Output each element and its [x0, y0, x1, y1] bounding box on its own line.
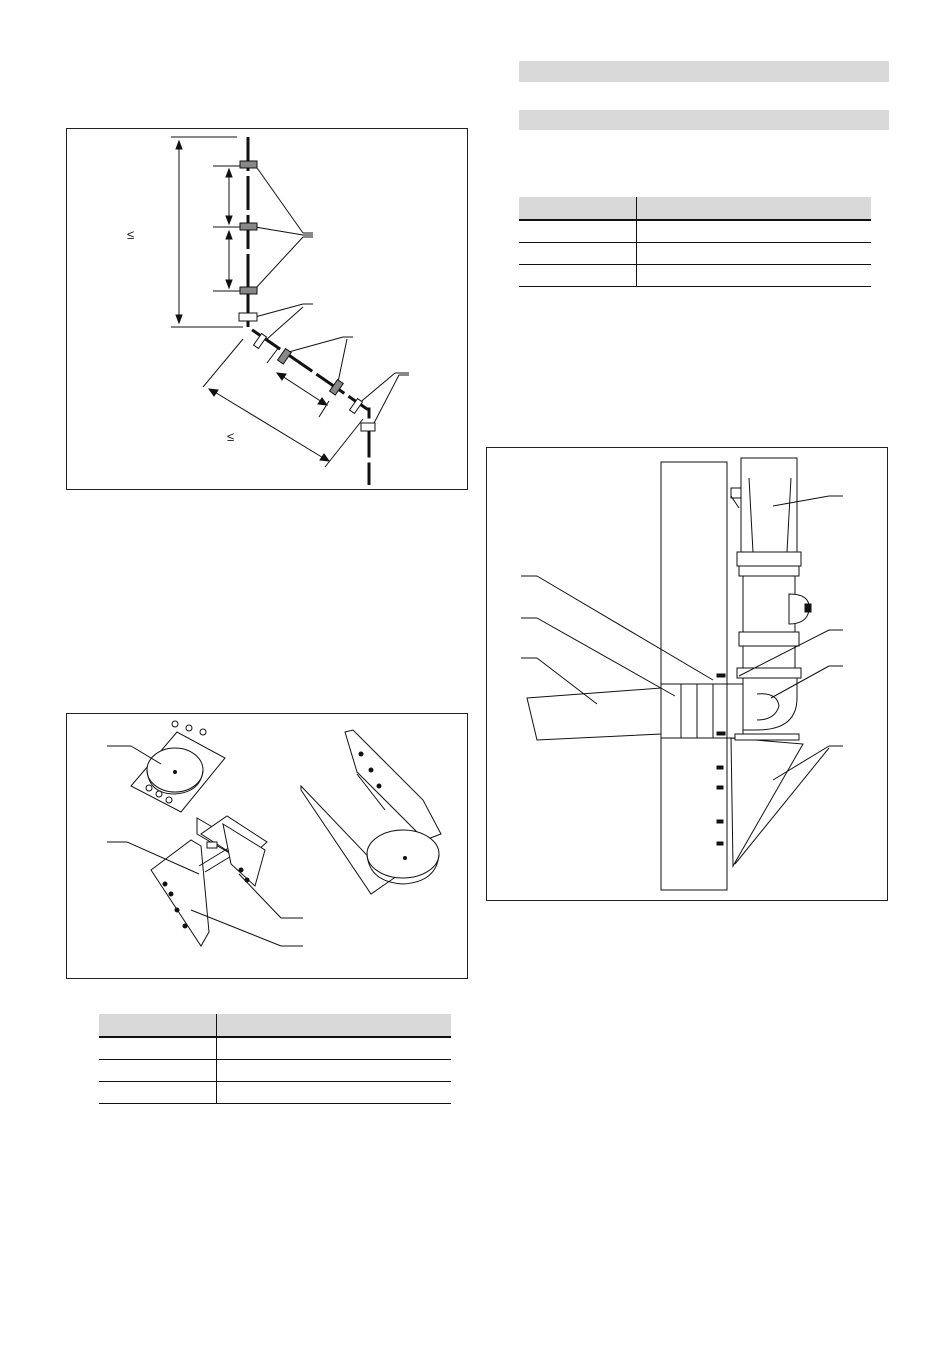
- max-height-symbol: ≤: [127, 227, 135, 242]
- section-heading-bar-1: [519, 61, 889, 82]
- table-row: [99, 1060, 451, 1082]
- table-row: [519, 243, 871, 265]
- table-cell: [519, 220, 637, 243]
- wall-penetration-diagram: [487, 448, 889, 902]
- bracket-diagram: [67, 714, 469, 980]
- table-header-row: [99, 1014, 451, 1037]
- table-row: [99, 1082, 451, 1104]
- figure-pipe-clamp-spacing: [66, 128, 468, 490]
- table-cell: [217, 1082, 452, 1104]
- table-row: [519, 265, 871, 287]
- table-cell: [637, 243, 872, 265]
- table-header-cell: [217, 1014, 452, 1037]
- section-heading-bar-2: [519, 110, 889, 130]
- table-row: [99, 1037, 451, 1060]
- table-cell: [217, 1060, 452, 1082]
- figure-wall-penetration: [486, 447, 888, 901]
- table-cell: [99, 1060, 217, 1082]
- table-header-row: [519, 197, 871, 220]
- figure-wall-brackets: [66, 713, 468, 979]
- table-header-cell: [99, 1014, 217, 1037]
- table-cell: [99, 1082, 217, 1104]
- table-row: [519, 220, 871, 243]
- spec-table-left: [99, 1014, 451, 1104]
- max-length-symbol: ≤: [227, 429, 235, 444]
- table-cell: [519, 243, 637, 265]
- table-cell: [519, 265, 637, 287]
- table-header-cell: [519, 197, 637, 220]
- pipe-run-diagram: [67, 129, 469, 491]
- table-cell: [637, 265, 872, 287]
- table-cell: [637, 220, 872, 243]
- table-cell: [99, 1037, 217, 1060]
- table-header-cell: [637, 197, 872, 220]
- table-cell: [217, 1037, 452, 1060]
- spec-table-right: [519, 197, 871, 287]
